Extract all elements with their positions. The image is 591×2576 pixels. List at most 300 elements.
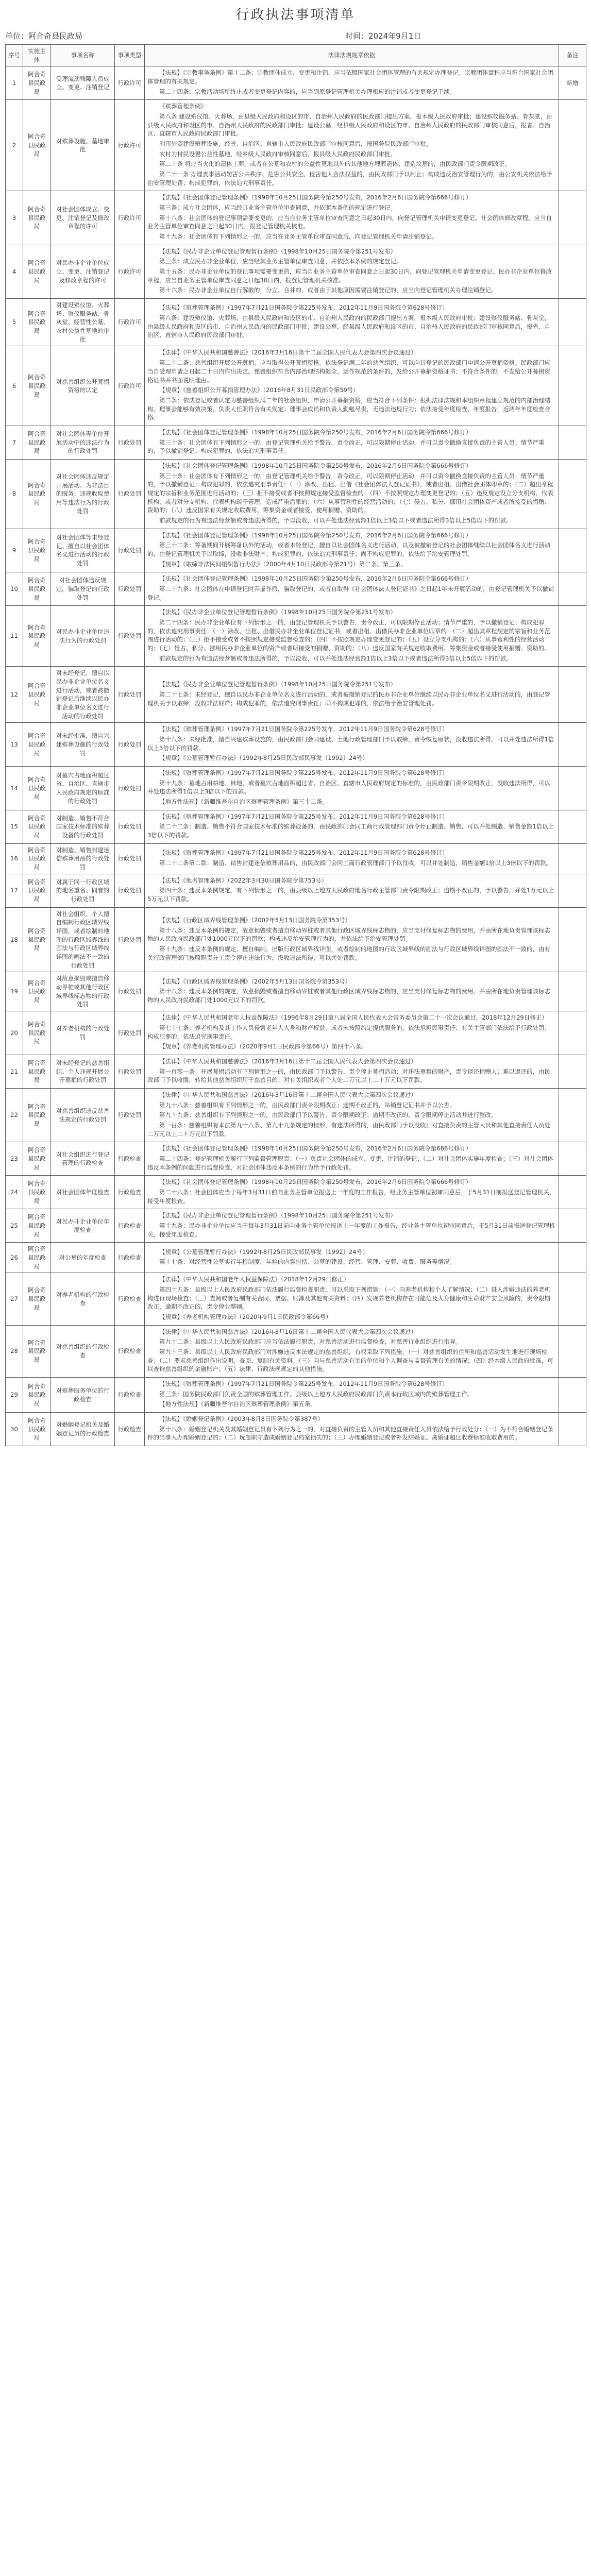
row-number: 24 [6, 1176, 23, 1209]
legal-basis-paragraph: 第二十四条：登记管理机关履行下列监督管理职责：（一）负责社会团体的成立、变更、注销的登记；（二）对社会团体实施年度检查；（三）对社会团体违反本条例的问题进行监督检查，对社会团体违反本条例的行为给予行政处罚。 [147, 1155, 553, 1171]
legal-basis-paragraph: 第十八条：违反本条例的规定，故意损毁或者擅自移动界桩或者其他行政区域界线标志物的，应当支付修复标志物的费用，并由所在地负责管理该标志物的人民政府民政部门处1000元以下的罚款；构成违反治安管理行为的，并依法给予治安管理处罚。 [147, 926, 550, 943]
row-item-type: 行政检查 [115, 1273, 145, 1325]
row-number: 1 [6, 66, 23, 100]
legal-basis-paragraph: 《殡葬管理条例》 [159, 103, 207, 110]
row-note [559, 1378, 586, 1413]
enforcement-table [5, 44, 586, 1446]
row-subject: 阿合奇县民政局 [23, 972, 51, 1011]
row-note [559, 299, 586, 346]
row-number: 27 [6, 1273, 23, 1325]
row-item-name: 对殡葬服务单位的行政检查 [51, 1378, 115, 1413]
table-row [6, 1273, 586, 1325]
table-row [6, 1055, 586, 1088]
row-number: 5 [6, 299, 23, 346]
legal-basis-paragraph: 第二十九条：社会团体在申请登记时弄虚作假，骗取登记的，或者自取得《社会团体法人登记证书》之日起1年未开展活动的，由登记管理机关予以撤销登记。 [147, 585, 554, 601]
legal-basis-paragraph: 第十九条：墓地占用耕地、林地，或者墓穴占地面积超过省、自治区、直辖市人民政府规定的标准的，由民政部门责令限期改正，没收违法所得，可以并处违法所得1倍以上3倍以下的罚款。 [147, 779, 550, 795]
row-number: 7 [6, 426, 23, 459]
row-item-name: 对社会组织进行登记管理的行政检查 [51, 1142, 115, 1176]
row-subject: 阿合奇县民政局 [23, 810, 51, 843]
row-note [559, 100, 586, 191]
row-item-name: 对社会团体成立、变更、注销登记及修改章程的许可 [51, 191, 115, 245]
table-row [6, 529, 586, 572]
legal-basis-paragraph: 第十八条：未经批准，擅自兴建殡葬设施的，由民政部门会同建设、土地行政管理部门予以取缔，责令恢复原状，没收违法所得，可以并处违法所得1倍以上3倍以下的罚款。 [147, 736, 554, 752]
legal-basis-paragraph: 【法规】《地名管理条例》（2022年3月30日国务院令第753号） [159, 876, 328, 884]
row-note [559, 529, 586, 572]
legal-basis-paragraph: 第二十二条：慈善组织开展公开募捐，应当取得公开募捐资格。依法登记满二年的慈善组织，可以向其登记的民政部门申请公开募捐资格。民政部门应当自受理申请之日起二十日内作出决定。慈善组织符合内部治理结构健全、运作规范的条件的，发给公开募捐资格证书；不符合条件的，不发给公开募捐资格证书并书面说明理由。 [147, 359, 550, 384]
header-name: 事项名称 [51, 45, 115, 66]
legal-basis-paragraph: 第十七条：对经营性公墓实行年检制度，年检的内容包括：公墓的建设、经营、管理、安葬、收费、服务等情况。 [159, 1258, 455, 1266]
row-item-name: 对未经登记，擅自以民办非企业单位名义进行活动，或者被撤销登记后继续以民办非企业单位名义进行活动的行政处罚 [51, 667, 115, 723]
row-item-name: 对建设殡仪馆、火葬场、殡仪服务站、骨灰堂、经营性公墓、农村公益性墓地的审批 [51, 299, 115, 346]
row-item-type: 行政处罚 [115, 972, 145, 1011]
row-item-name: 对社会团体等未经登记、擅自以社会团体名义进行活动的行政处罚 [51, 529, 115, 572]
legal-basis-paragraph: 第十八条：违反本条例的规定，故意损毁或者擅自移动界桩或者其他行政区域界线标志物的，应当支付修复标志物的费用，并由所在地负责管理该标志物的人民政府民政部门处1000元以下的罚款。 [147, 988, 550, 1004]
legal-basis-paragraph: 【法律】《中华人民共和国老年人权益保障法》（1996年8月29日第八届全国人民代表大会常务委员会第二十一次会议通过，2018年12月29日修正） [159, 1014, 548, 1022]
document-page [5, 0, 586, 1450]
row-item-name: 对未经批准，擅自兴建殡葬设施的行政处罚 [51, 723, 115, 767]
row-legal-basis [145, 1325, 559, 1377]
legal-basis-paragraph: 【法规】《殡葬管理条例》（1997年7月21日国务院令第225号发布，2012年11月9日国务院令第628号修订） [159, 1380, 448, 1387]
row-item-name: 对故意损毁或擅自移动界桩或其他行政区域界线标志物的行政处罚 [51, 972, 115, 1011]
row-legal-basis [145, 1142, 559, 1176]
legal-basis-paragraph: 第九十九条：慈善组织有下列情形之一的，由民政部门予以警告、责令限期改正；逾期不改正的，责令限期停止活动并进行整改。 [159, 1111, 497, 1119]
row-note: 新增 [559, 66, 586, 100]
row-note [559, 843, 586, 874]
row-subject: 阿合奇县民政局 [23, 1055, 51, 1088]
row-subject: 阿合奇县民政局 [23, 529, 51, 572]
legal-basis-paragraph: 第二十八条：社会团体应当于每年3月31日前向业务主管单位报送上一年度的工作报告，经业务主管单位初审同意后，于5月31日前报送登记管理机关，接受年度检查。 [147, 1188, 555, 1205]
legal-basis-paragraph: 【法规】《民办非企业单位登记管理暂行条例》（1998年10月25日国务院令第251号发布） [159, 1212, 396, 1219]
row-item-name: 对社会团体违反规定，骗取登记的行政处罚 [51, 572, 115, 606]
row-legal-basis [145, 346, 559, 426]
legal-basis-paragraph: 【法规】《宗教事务条例》第十二条：宗教团体成立、变更和注销，应当依照国家社会团体管理的有关规定办理登记。宗教团体章程应当符合国家社会团体管理的有关规定。 [147, 69, 553, 86]
row-item-type: 行政处罚 [115, 1055, 145, 1088]
legal-basis-paragraph: 【法律】《中华人民共和国慈善法》（2016年3月16日第十二届全国人民代表大会第四次会议通过） [159, 349, 417, 357]
table-row [6, 843, 586, 874]
table-body [6, 66, 586, 1446]
row-subject: 阿合奇县民政局 [23, 1243, 51, 1273]
table-row [6, 1325, 586, 1377]
row-subject: 阿合奇县民政局 [23, 1325, 51, 1377]
table-row [6, 191, 586, 245]
row-legal-basis [145, 299, 559, 346]
row-item-type: 行政处罚 [115, 874, 145, 907]
row-subject: 阿合奇县民政局 [23, 606, 51, 667]
row-item-type: 行政检查 [115, 1325, 145, 1377]
legal-basis-paragraph: 第九十三条：县级以上人民政府民政部门对涉嫌违反本法规定的慈善组织，有权采取下列措施：（一）对慈善组织的住所和慈善活动发生地进行现场检查；（二）要求慈善组织作出说明，查阅、复制有关资料；（三）向与慈善活动有关的单位和个人调查与监督管理有关的情况；（四）经本级人民政府批准，可以查询慈善组织的金融账户；（五）法律、行政法规规定的其他措施。 [147, 1348, 553, 1373]
row-legal-basis [145, 529, 559, 572]
row-item-type: 行政许可 [115, 100, 145, 191]
row-item-name: 对属于同一行政区域的地名重名、同音的行政处罚 [51, 874, 115, 907]
row-item-name: 对公墓的年度检查 [51, 1243, 115, 1273]
row-subject: 阿合奇县民政局 [23, 191, 51, 245]
table-row [6, 426, 586, 459]
table-row [6, 346, 586, 426]
legal-basis-paragraph: 【规章】《公墓管理暂行办法》（1992年8月25日民政部民事发〔1992〕24号） [159, 754, 368, 762]
row-item-type: 行政检查 [115, 1209, 145, 1243]
row-legal-basis [145, 843, 559, 874]
table-row [6, 1378, 586, 1413]
row-item-type: 行政处罚 [115, 723, 145, 767]
legal-basis-paragraph: 第十五条：民办非企业单位的登记事项需要变更的，应当自业务主管单位审查同意之日起30日内，向登记管理机关申请变更登记。民办非企业单位修改章程，应当自业务主管单位审查同意之日起30日内，报登记管理机关核准。 [147, 268, 552, 284]
legal-basis-paragraph: 第二条：依法登记或者认定为慈善组织满二年的社会组织，申请公开募捐资格，应当符合下列条件：根据法律法规和本组织章程建立规范的内部治理结构，理事会能够有效决策，负责人任职符合有关规定；理事会成员和负责人勤勉尽责，无违法违规行为；依法接受年度检查、年度报告，近两年年度检查合格。 [147, 396, 550, 421]
row-legal-basis [145, 1243, 559, 1273]
row-note [559, 191, 586, 245]
row-note [559, 1413, 586, 1446]
row-subject: 阿合奇县民政局 [23, 1011, 51, 1055]
legal-basis-paragraph: 第二十条 将应当火化的遗体土葬，或者在公墓和农村的公益性墓地以外的其他地方埋葬遗体、建造坟墓的，由民政部门责令限期改正。 [159, 160, 511, 168]
row-legal-basis [145, 1413, 559, 1446]
row-subject: 阿合奇县民政局 [23, 667, 51, 723]
row-item-type: 行政处罚 [115, 426, 145, 459]
row-legal-basis [145, 874, 559, 907]
row-number: 3 [6, 191, 23, 245]
legal-basis-paragraph: 第十九条：违反本条例的规定，擅自编制、出版行政区域界线详图，或者绘制的地图的行政区域界线的画法与行政区域界线详图的画法不一致的，由有关行政管理部门按照职责分工责令停止违法行为，没收违法所得，可以并处罚款。 [147, 945, 550, 961]
legal-basis-paragraph: 第三条：国务院民政部门负责全国的殡葬管理工作。县级以上地方人民政府民政部门负责本行政区域内的殡葬管理工作。 [159, 1390, 474, 1398]
row-number: 21 [6, 1055, 23, 1088]
legal-basis-paragraph: 【法规】《社会团体登记管理条例》（1998年10月25日国务院令第250号发布，2016年2月6日国务院令第666号修订） [159, 462, 472, 469]
legal-basis-paragraph: 第八条：建设殡仪馆、火葬场，由县级人民政府和设区的市、自治州人民政府的民政部门提出方案，报本级人民政府审批；建设殡仪服务站、骨灰堂，由县级人民政府和设区的市、自治州人民政府的民政部门审批；建设公墓，经县级人民政府和设区的市、自治州人民政府的民政部门审核同意后，报省、自治区、直辖市人民政府民政部门审批。 [147, 314, 550, 339]
row-number: 12 [6, 667, 23, 723]
row-note [559, 1243, 586, 1273]
legal-basis-paragraph: 【法规】《民办非企业单位登记管理暂行条例》（1998年10月25日国务院令第251号发布） [159, 247, 396, 255]
row-subject: 阿合奇县民政局 [23, 1273, 51, 1325]
row-item-name: 对社会团体违反规定开展活动、为非法目的服务、违规收取费用等违法行为的行政处罚 [51, 459, 115, 529]
row-note [559, 874, 586, 907]
row-item-name: 对民办非企业单位违法行为的行政处罚 [51, 606, 115, 667]
row-legal-basis [145, 459, 559, 529]
table-row [6, 100, 586, 191]
table-row [6, 1011, 586, 1055]
row-item-type: 行政处罚 [115, 1011, 145, 1055]
legal-basis-paragraph: 【法规】《殡葬管理条例》（1997年7月21日国务院令第225号发布，2012年11月9日国务院令第628号修订） [159, 769, 448, 777]
row-number: 16 [6, 843, 23, 874]
row-legal-basis [145, 100, 559, 191]
legal-basis-paragraph: 【法规】《社会团体登记管理条例》（1998年10月25日国务院令第250号发布，2016年2月6日国务院令第666号修订） [159, 1178, 472, 1186]
row-number: 28 [6, 1325, 23, 1377]
table-row [6, 572, 586, 606]
legal-basis-paragraph: 第四十条：违反本条例规定，有下列情形之一的，由县级以上地方人民政府地名行政主管部门责令限期改正；逾期不改正的，予以警告，并处1万元以上5万元以下罚款。 [147, 887, 554, 903]
legal-basis-paragraph: 第十九条：民办非企业单位应当于每年3月31日前向业务主管单位报送上一年度的工作报告，经业务主管单位初审同意后，于5月31日前报送登记管理机关，接受年度检查。 [147, 1222, 555, 1238]
legal-basis-paragraph: 第九十八条：慈善组织有下列情形之一的，由民政部门责令限期改正；逾期不改正的，吊销登记证书并予以公告。 [159, 1101, 455, 1109]
legal-basis-paragraph: 第十八条：婚姻登记机关及其婚姻登记员有下列行为之一的，对直接负责的主管人员和其他直接责任人员依法给予行政处分：（一）为不符合婚姻登记条件的当事人办理婚姻登记的；（二）玩忽职守造成婚姻登记档案损失的；（三）办理婚姻登记或者补发结婚证、离婚证超过收费标准收取费用的。 [147, 1425, 553, 1442]
table-row [6, 810, 586, 843]
row-subject: 阿合奇县民政局 [23, 426, 51, 459]
row-note [559, 1273, 586, 1325]
legal-basis-paragraph: 第二十二条第二款：制造、销售封建迷信殡葬用品的，由民政部门会同工商行政管理部门予以没收，可以并处制造、销售金额1倍以上3倍以下的罚款。 [159, 859, 552, 867]
legal-basis-paragraph: 第十九条：社会团体有下列情形之一的，应当在业务主管单位审查同意后，向登记管理机关申请注销登记。 [159, 233, 438, 241]
row-item-name: 对民办非企业单位年度检查 [51, 1209, 115, 1243]
row-item-type: 行政处罚 [115, 606, 145, 667]
legal-basis-paragraph: 【法规】《社会团体登记管理条例》（1998年10月25日国务院令第250号发布，2016年2月6日国务院令第666号修订） [159, 1145, 472, 1153]
row-note [559, 767, 586, 810]
row-subject: 阿合奇县民政局 [23, 66, 51, 100]
legal-basis-paragraph: 【法规】《社会团体登记管理条例》（1998年10月25日国务院令第250号发布，2016年2月6日国务院令第666号修订） [159, 575, 472, 583]
legal-basis-paragraph: 【规章】《慈善组织公开募捐管理办法》（2016年8月31日民政部令第59号） [159, 386, 359, 394]
row-number: 9 [6, 529, 23, 572]
row-note [559, 1176, 586, 1209]
row-number: 18 [6, 907, 23, 972]
table-row [6, 1142, 586, 1176]
row-item-type: 行政检查 [115, 1142, 145, 1176]
row-note [559, 1142, 586, 1176]
document-meta [5, 30, 586, 41]
legal-basis-paragraph: 前款规定的行为有违法经营额或者违法所得的，予以没收，可以并处违法经营额1倍以上3倍以下或者违法所得3倍以上5倍以下的罚款。 [159, 654, 512, 662]
row-legal-basis [145, 667, 559, 723]
row-note [559, 426, 586, 459]
row-item-name: 对制造、销售不符合国家技术标准的殡葬设备的行政处罚 [51, 810, 115, 843]
row-legal-basis [145, 1011, 559, 1055]
row-item-type: 行政处罚 [115, 459, 145, 529]
row-note [559, 245, 586, 298]
legal-basis-paragraph: 前款规定的行为有违法经营额或者违法所得的，予以没收，可以并处违法经营额1倍以上3倍以下或者违法所得3倍以上5倍以下的罚款。 [159, 516, 512, 524]
row-note [559, 1209, 586, 1243]
row-item-name: 对社会团体年度检查 [51, 1176, 115, 1209]
table-row [6, 723, 586, 767]
row-legal-basis [145, 972, 559, 1011]
table-header-row [6, 45, 586, 66]
header-type: 事项类型 [115, 45, 145, 66]
legal-basis-paragraph: 【法规】《社会团体登记管理条例》（1998年10月25日国务院令第250号发布，2016年2月6日国务院令第666号修订） [159, 531, 472, 539]
row-item-name: 对慈善组织的行政检查 [51, 1325, 115, 1377]
row-note [559, 972, 586, 1011]
table-row [6, 767, 586, 810]
row-subject: 阿合奇县民政局 [23, 1378, 51, 1413]
row-item-name: 对制造、销售封建迷信殡葬用品的行政处罚 [51, 843, 115, 874]
row-item-type: 行政许可 [115, 245, 145, 298]
legal-basis-paragraph: 第十六条：民办非企业单位自行解散的，分立、合并的，或者由于其他原因需要注销登记的，应当向登记管理机关办理注销登记。 [159, 286, 497, 294]
unit-label: 单位：阿合奇县民政局 [5, 31, 83, 41]
row-item-name: 对墓穴占地面积超过省、自治区、直辖市人民政府规定的标准的行政处罚 [51, 767, 115, 810]
row-note [559, 1011, 586, 1055]
table-row [6, 299, 586, 346]
row-legal-basis [145, 810, 559, 843]
row-number: 20 [6, 1011, 23, 1055]
legal-basis-paragraph: 第十八条：社会团体的登记事项需要变更的，应当自业务主管单位审查同意之日起30日内，向登记管理机关申请变更登记。社会团体修改章程，应当自业务主管单位审查同意之日起30日内，报登记管理机关核准。 [147, 214, 552, 230]
row-legal-basis [145, 66, 559, 100]
row-item-name: 对未经登记的慈善组织、个人违规开展公开募捐的行政处罚 [51, 1055, 115, 1088]
legal-basis-paragraph: 第三条：成立民办非企业单位，应当经其业务主管单位审查同意，并依照本条例的规定登记。 [159, 258, 402, 265]
legal-basis-paragraph: 第二十一条 办理丧事活动妨害公共秩序、危害公共安全、侵害他人合法权益的，由民政部门予以制止；构成违反治安管理行为的，由公安机关依法给予治安管理处罚；构成犯罪的，依法追究刑事责任。 [147, 171, 552, 187]
legal-basis-paragraph: 第二十二条：制造、销售不符合国家技术标准的殡葬设备的，由民政部门会同工商行政管理部门责令停止制造、销售，可以并处制造、销售金额1倍以上3倍以下的罚款。 [147, 823, 554, 839]
legal-basis-paragraph: 第三十条：社会团体有下列情形之一的，由登记管理机关给予警告，责令改正，可以限期停止活动，并可以责令撤换直接负责的主管人员；情节严重的，予以撤销登记；构成犯罪的，依法追究刑事责任：（一）涂改、出租、出借《社会团体法人登记证书》，或者出租、出借社会团体印章的；（二）超出章程规定的宗旨和业务范围进行活动的；（三）拒不接受或者不按照规定接受监督检查的；（四）不按照规定办理变更登记的；（五）违反规定设立分支机构、代表机构，或者对分支机构、代表机构疏于管理，造成严重后果的；（六）从事营利性的经营活动的；（七）侵占、私分、挪用社会团体资产或者所接受的捐赠、资助的；（八）违反国家有关规定收取费用、筹集资金或者接受、使用捐赠、资助的。 [147, 472, 553, 514]
row-legal-basis [145, 767, 559, 810]
legal-basis-paragraph: 利用外资建设殡葬设施，经省、自治区、直辖市人民政府民政部门审核同意后，报国务院民政部门审批。 [159, 140, 432, 148]
row-item-type: 行政处罚 [115, 810, 145, 843]
row-legal-basis [145, 606, 559, 667]
row-legal-basis [145, 1176, 559, 1209]
row-item-type: 行政处罚 [115, 1088, 145, 1142]
row-legal-basis [145, 1273, 559, 1325]
row-item-name: 对社会团体等单位开展活动中的违法行为的行政处罚 [51, 426, 115, 459]
header-note: 备注 [559, 45, 586, 66]
legal-basis-paragraph: 第二十四条：宗教活动场所终止或者变更登记内容的，应当到原登记管理机关办理相应的注销或者变更登记手续。 [159, 88, 455, 95]
row-legal-basis [145, 572, 559, 606]
row-item-type: 行政许可 [115, 299, 145, 346]
row-legal-basis [145, 1378, 559, 1413]
row-number: 10 [6, 572, 23, 606]
row-subject: 阿合奇县民政局 [23, 874, 51, 907]
row-item-type: 行政处罚 [115, 767, 145, 810]
row-note [559, 667, 586, 723]
row-legal-basis [145, 191, 559, 245]
row-note [559, 907, 586, 972]
legal-basis-paragraph: 【法规】《殡葬管理条例》（1997年7月21日国务院令第225号发布，2012年11月9日国务院令第628号修订） [159, 849, 448, 857]
row-subject: 阿合奇县民政局 [23, 100, 51, 191]
row-note [559, 459, 586, 529]
legal-basis-paragraph: 第四十五条：县级以上人民政府民政部门依法履行监督检查职责，可以采取下列措施：（一）向养老机构和个人了解情况；（二）进入涉嫌违法的养老机构进行现场检查；（三）查阅或者复制有关合同、票据、账簿及其他有关资料；（四）发现养老机构存在可能危及人身健康和生命财产安全风险的，责令限期改正，逾期不改正的，责令停业整顿。 [147, 1285, 550, 1311]
legal-basis-paragraph: 【法规】《行政区域界线管理条例》（2002年5月13日国务院令第353号） [159, 977, 351, 985]
table-row [6, 667, 586, 723]
row-legal-basis [145, 1055, 559, 1088]
row-item-type: 行政检查 [115, 1176, 145, 1209]
row-item-type: 行政处罚 [115, 843, 145, 874]
row-item-type: 行政处罚 [115, 572, 145, 606]
row-number: 6 [6, 346, 23, 426]
legal-basis-paragraph: 【法规】《殡葬管理条例》（1997年7月21日国务院令第225号发布，2012年11月9日国务院令第628号修订） [159, 812, 448, 820]
time-label: 时间：2024年9月1日 [345, 31, 421, 41]
row-item-type: 行政检查 [115, 1378, 145, 1413]
row-item-name: 对慈善组织违反慈善法规定的行政处罚 [51, 1088, 115, 1142]
legal-basis-paragraph: 【法律】《中华人民共和国慈善法》（2016年3月16日第十二届全国人民代表大会第四次会议通过） [159, 1328, 417, 1335]
row-number: 11 [6, 606, 23, 667]
legal-basis-paragraph: 【法规】《殡葬管理条例》（1997年7月21日国务院令第225号发布，2012年11月9日国务院令第628号修订） [159, 304, 448, 312]
legal-basis-paragraph: 【规章】《养老机构管理办法》（2020年9月1日民政部令第66号） [159, 1313, 332, 1320]
legal-basis-paragraph: 【规章】《公墓管理暂行办法》（1992年8月25日民政部民事发〔1992〕24号） [159, 1248, 368, 1256]
header-no: 序号 [6, 45, 23, 66]
row-subject: 阿合奇县民政局 [23, 1209, 51, 1243]
table-row [6, 1413, 586, 1446]
row-legal-basis [145, 723, 559, 767]
row-note [559, 1088, 586, 1142]
row-note [559, 810, 586, 843]
row-subject: 阿合奇县民政局 [23, 245, 51, 298]
legal-basis-paragraph: 【地方性法规】《新疆维吾尔自治区殡葬管理条例》第五条。 [159, 1400, 316, 1408]
row-number: 26 [6, 1243, 23, 1273]
row-item-name: 对养老机构的行政处罚 [51, 1011, 115, 1055]
table-row [6, 245, 586, 298]
page-title: 行政执法事项清单 [235, 7, 356, 23]
legal-basis-paragraph: 【规章】《取缔非法民间组织暂行办法》（2000年4月10日民政部令第21号）第二条、第三条。 [159, 560, 407, 568]
legal-basis-paragraph: 第二十四条：民办非企业单位有下列情形之一的，由登记管理机关予以警告，责令改正，可以限期停止活动；情节严重的，予以撤销登记；构成犯罪的，依法追究刑事责任：（一）涂改、出租、出借民办非企业单位登记证书，或者出租、出借民办非企业单位印章的；（二）超出其章程规定的宗旨和业务范围进行活动的；（三）拒不接受或者不按照规定接受监督检查的；（四）不按照规定办理变更登记的；（五）设立分支机构的；（六）从事营利性的经营活动的；（七）侵占、私分、挪用民办非企业单位的资产或者所接受的捐赠、资助的；（八）违反国家有关规定收取费用、筹集资金或者接受使用捐赠、资助的。 [147, 618, 550, 652]
table-row [6, 1176, 586, 1209]
row-subject: 阿合奇县民政局 [23, 843, 51, 874]
row-subject: 阿合奇县民政局 [23, 572, 51, 606]
row-number: 23 [6, 1142, 23, 1176]
legal-basis-paragraph: 【法规】《民办非企业单位登记管理暂行条例》（1998年10月25日国务院令第251号发布） [159, 681, 396, 688]
row-number: 8 [6, 459, 23, 529]
legal-basis-paragraph: 【法规】《婚姻登记条例》（2003年8月8日国务院令第387号） [159, 1415, 324, 1423]
row-number: 19 [6, 972, 23, 1011]
row-legal-basis [145, 907, 559, 972]
table-row [6, 907, 586, 972]
legal-basis-paragraph: 【地方性法规】《新疆维吾尔自治区殡葬管理条例》第三十二条。 [159, 798, 328, 806]
row-legal-basis [145, 1088, 559, 1142]
legal-basis-paragraph: 【法律】《中华人民共和国老年人权益保障法》（2018年12月29日修正） [159, 1276, 350, 1283]
row-subject: 阿合奇县民政局 [23, 767, 51, 810]
header-basis: 法律法规规章依据 [145, 45, 559, 66]
table-row [6, 1243, 586, 1273]
row-item-name: 对婚姻登记机关及婚姻登记员的行政检查 [51, 1413, 115, 1446]
row-item-type: 行政检查 [115, 1243, 145, 1273]
row-note [559, 346, 586, 426]
row-item-name: 对养老机构的行政检查 [51, 1273, 115, 1325]
row-item-name: 受理流动残障人员成立、变更、注销登记 [51, 66, 115, 100]
row-note [559, 1055, 586, 1088]
legal-basis-paragraph: 【规章】《养老机构管理办法》（2020年9月1日民政部令第66号）第四十六条。 [159, 1043, 367, 1050]
row-item-type: 行政处罚 [115, 529, 145, 572]
row-item-name: 对社会组织、个人擅自编制行政区域界线详图，或者绘制的地图的行政区域界线的画法与行政区域界线详图的画法不一致的行政处罚 [51, 907, 115, 972]
legal-basis-paragraph: 【法律】《中华人民共和国慈善法》（2016年3月16日第十二届全国人民代表大会第四次会议通过） [159, 1057, 417, 1065]
row-note [559, 723, 586, 767]
legal-basis-paragraph: 【法律】《中华人民共和国慈善法》（2016年3月16日第十二届全国人民代表大会第四次会议通过） [159, 1091, 417, 1098]
row-subject: 阿合奇县民政局 [23, 1176, 51, 1209]
row-subject: 阿合奇县民政局 [23, 459, 51, 529]
row-number: 14 [6, 767, 23, 810]
legal-basis-paragraph: 第三条：成立社会团体，应当经其业务主管单位审查同意，并依照本条例的规定进行登记。 [159, 204, 396, 212]
legal-basis-paragraph: 第九十二条：县级以上人民政府民政部门应当依法履行职责，对慈善活动进行监督检查，对慈善行业组织进行指导。 [159, 1338, 462, 1346]
row-item-name: 对殡葬设施、墓地审批 [51, 100, 115, 191]
row-item-name: 对慈善组织公开募捐资格的认定 [51, 346, 115, 426]
row-subject: 阿合奇县民政局 [23, 346, 51, 426]
legal-basis-paragraph: 农村为村民设置公益性墓地，经乡级人民政府审核同意后，报县级人民政府民政部门审批。 [159, 150, 396, 158]
legal-basis-paragraph: 第二十七条：未经登记，擅自以民办非企业单位名义进行活动的，或者被撤销登记的民办非企业单位继续以民办非企业单位名义进行活动的，由登记管理机关予以取缔，没收非法财产；构成犯罪的，依法追究刑事责任；尚不构成犯罪的，依法给予治安管理处罚。 [147, 690, 550, 707]
row-number: 22 [6, 1088, 23, 1142]
row-number: 25 [6, 1209, 23, 1243]
row-number: 2 [6, 100, 23, 191]
row-subject: 阿合奇县民政局 [23, 723, 51, 767]
row-number: 30 [6, 1413, 23, 1446]
row-item-type: 行政许可 [115, 346, 145, 426]
legal-basis-paragraph: 【法规】《社会团体登记管理条例》（1998年10月25日国务院令第250号发布，2016年2月6日国务院令第666号修订） [159, 428, 472, 436]
table-row [6, 1209, 586, 1243]
row-subject: 阿合奇县民政局 [23, 1088, 51, 1142]
row-note [559, 572, 586, 606]
row-legal-basis [145, 1209, 559, 1243]
legal-basis-paragraph: 第三十二条：筹备期间开展筹备以外的活动，或者未经登记，擅自以社会团体名义进行活动，以及被撤销登记的社会团体继续以社会团体名义进行活动的，由登记管理机关予以取缔，没收非法财产；构成犯罪的，依法追究刑事责任；尚不构成犯罪的，依法给予治安管理处罚。 [147, 541, 550, 557]
row-item-type: 行政许可 [115, 66, 145, 100]
row-subject: 阿合奇县民政局 [23, 1142, 51, 1176]
row-number: 15 [6, 810, 23, 843]
legal-basis-paragraph: 第一百零一条：开展募捐活动有下列情形之一的，由民政部门予以警告、责令停止募捐活动；对违法募集的财产，责令退还捐赠人；难以退还的，由民政部门予以收缴，转给其他慈善组织用于慈善目的；对有关组织或者个人处二万元以上二十万元以下罚款。 [147, 1067, 550, 1084]
row-subject: 阿合奇县民政局 [23, 299, 51, 346]
row-item-type: 行政检查 [115, 1413, 145, 1446]
legal-basis-paragraph: 【法规】《社会团体登记管理条例》（1998年10月25日国务院令第250号发布，2016年2月6日国务院令第666号修订） [159, 194, 472, 201]
row-note [559, 606, 586, 667]
table-row [6, 66, 586, 100]
legal-basis-paragraph: 第三十条：社会团体有下列情形之一的，由登记管理机关给予警告，责令改正，可以限期停止活动，并可以责令撤换直接负责的主管人员；情节严重的，予以撤销登记；构成犯罪的，依法追究刑事责任。 [147, 438, 545, 455]
table-row [6, 459, 586, 529]
row-number: 17 [6, 874, 23, 907]
row-number: 29 [6, 1378, 23, 1413]
row-number: 13 [6, 723, 23, 767]
legal-basis-paragraph: 第一百条：慈善组织有本法第九十八条、第九十九条规定的情形，有违法所得的，由民政部门予以没收；对直接负责的主管人员和其他直接责任人员处二万元以上二十万元以下罚款。 [147, 1121, 550, 1138]
row-subject: 阿合奇县民政局 [23, 907, 51, 972]
legal-basis-paragraph: 第七十七条：养老机构及其工作人员侵害老年人人身和财产权益，或者未按照约定提供服务的，依法承担民事责任；有关主管部门依法给予行政处罚；构成犯罪的，依法追究刑事责任。 [147, 1024, 550, 1040]
legal-basis-paragraph: 第八条 建设殡仪馆、火葬场，由县级人民政府和设区的市、自治州人民政府的民政部门提出方案，报本级人民政府审批；建设殡仪服务站、骨灰堂，由县级人民政府和设区的市、自治州人民政府的民政部门审批；建设公墓，经县级人民政府和设区的市、自治州人民政府的民政部门审核同意后，报省、自治区、直辖市人民政府民政部门审批。 [147, 113, 552, 138]
row-subject: 阿合奇县民政局 [23, 1413, 51, 1446]
table-row [6, 606, 586, 667]
header-subject: 实施主体 [23, 45, 51, 66]
legal-basis-paragraph: 【法规】《殡葬管理条例》（1997年7月21日国务院令第225号发布，2012年11月9日国务院令第628号修订） [159, 725, 448, 733]
row-item-type: 行政许可 [115, 191, 145, 245]
row-item-type: 行政处罚 [115, 667, 145, 723]
row-legal-basis [145, 245, 559, 298]
row-item-type: 行政处罚 [115, 907, 145, 972]
row-legal-basis [145, 426, 559, 459]
row-number: 4 [6, 245, 23, 298]
table-row [6, 1088, 586, 1142]
